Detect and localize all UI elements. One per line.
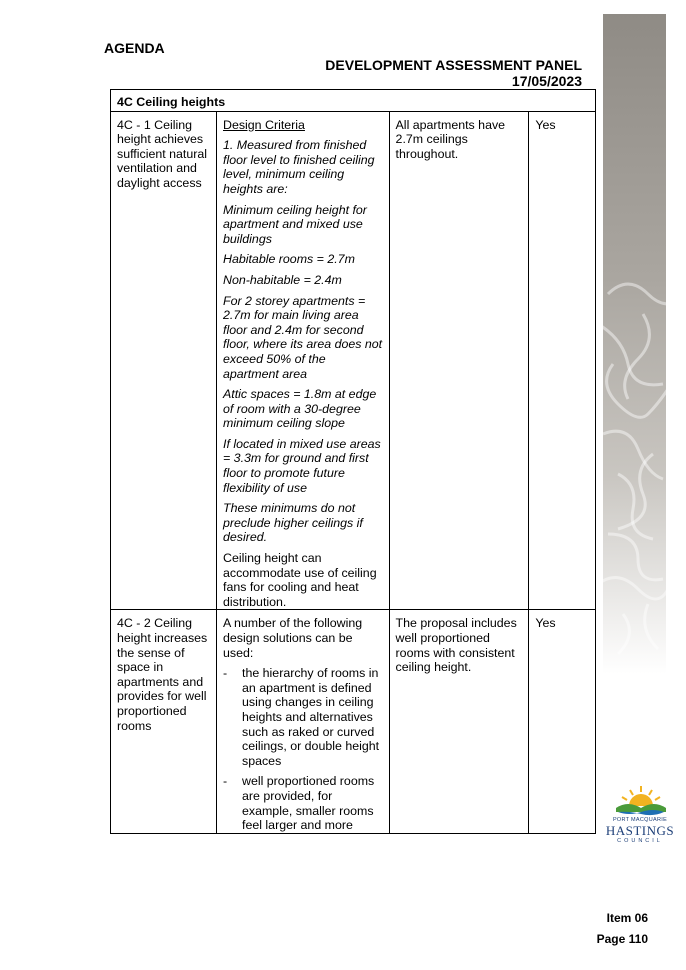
- objective-cell: 4C - 1 Ceiling height achieves sufficient natural ventilation and daylight access: [111, 111, 217, 610]
- criteria-note: Ceiling height can accommodate use of ceiling fans for cooling and heat distribution.: [223, 551, 377, 609]
- criteria-item: These minimums do not preclude higher ceilings if desired.: [223, 501, 363, 545]
- section-title: 4C Ceiling heights: [111, 90, 596, 112]
- criteria-cell: [217, 610, 390, 833]
- bullet-text: well proportioned rooms are provided, for example, smaller rooms feel larger and more: [242, 774, 375, 833]
- panel-title: [325, 57, 582, 89]
- bullet-item: [223, 666, 383, 768]
- complies-cell: Yes: [529, 111, 596, 610]
- criteria-item: If located in mixed use areas = 3.3m for ground and first floor to promote future flexibility of use: [223, 436, 381, 495]
- criteria-item: Habitable rooms = 2.7m: [223, 252, 355, 267]
- table-row: [111, 610, 596, 833]
- criteria-cell: [217, 111, 390, 610]
- criteria-item: Non-habitable = 2.4m: [223, 272, 342, 287]
- page-number: Page 110: [596, 932, 648, 946]
- criteria-heading: Design Criteria: [223, 117, 305, 132]
- logo-line1: PORT MACQUARIE: [612, 817, 668, 823]
- swirl-pattern-icon: [603, 14, 666, 674]
- complies-cell: Yes: [529, 610, 596, 833]
- assessment-table: [110, 89, 596, 834]
- decorative-sidebar: [603, 14, 666, 674]
- logo-line3: COUNCIL: [617, 838, 663, 844]
- objective-cell: 4C - 2 Ceiling height increases the sense of space in apartments and provides for well proportioned rooms: [111, 610, 217, 833]
- criteria-item: Minimum ceiling height for apartment and mixed use buildings: [223, 202, 367, 246]
- item-number: Item 06: [606, 911, 648, 925]
- criteria-item: 1. Measured from finished floor level to finished ceiling level, minimum ceiling heights are:: [223, 138, 375, 196]
- panel-name: DEVELOPMENT ASSESSMENT PANEL: [325, 57, 582, 73]
- meeting-date: 17/05/2023: [511, 73, 582, 89]
- table-row: [111, 111, 596, 610]
- comment-cell: All apartments have 2.7m ceilings throughout.: [389, 111, 529, 610]
- criteria-item: Attic spaces = 1.8m at edge of room with a 30-degree minimum ceiling slope: [223, 387, 377, 431]
- criteria-intro: A number of the following design solutions can be used:: [223, 616, 363, 660]
- bullet-dash: -: [223, 774, 228, 789]
- agenda-heading: AGENDA: [104, 40, 165, 56]
- bullet-text: the hierarchy of rooms in an apartment is defined using changes in ceiling heights and alternatives such as raked or curved ceilings, or double height spaces: [242, 666, 380, 768]
- logo-line2: HASTINGS: [605, 823, 675, 838]
- bullet-item: [223, 774, 383, 832]
- bullet-dash: -: [223, 666, 228, 681]
- criteria-item: For 2 storey apartments = 2.7m for main living area floor and 2.4m for second floor, where its area does not exceed 50% of the apartment area: [223, 293, 383, 381]
- comment-cell: The proposal includes well proportioned rooms with consistent ceiling height.: [389, 610, 529, 833]
- section-row: [111, 90, 596, 112]
